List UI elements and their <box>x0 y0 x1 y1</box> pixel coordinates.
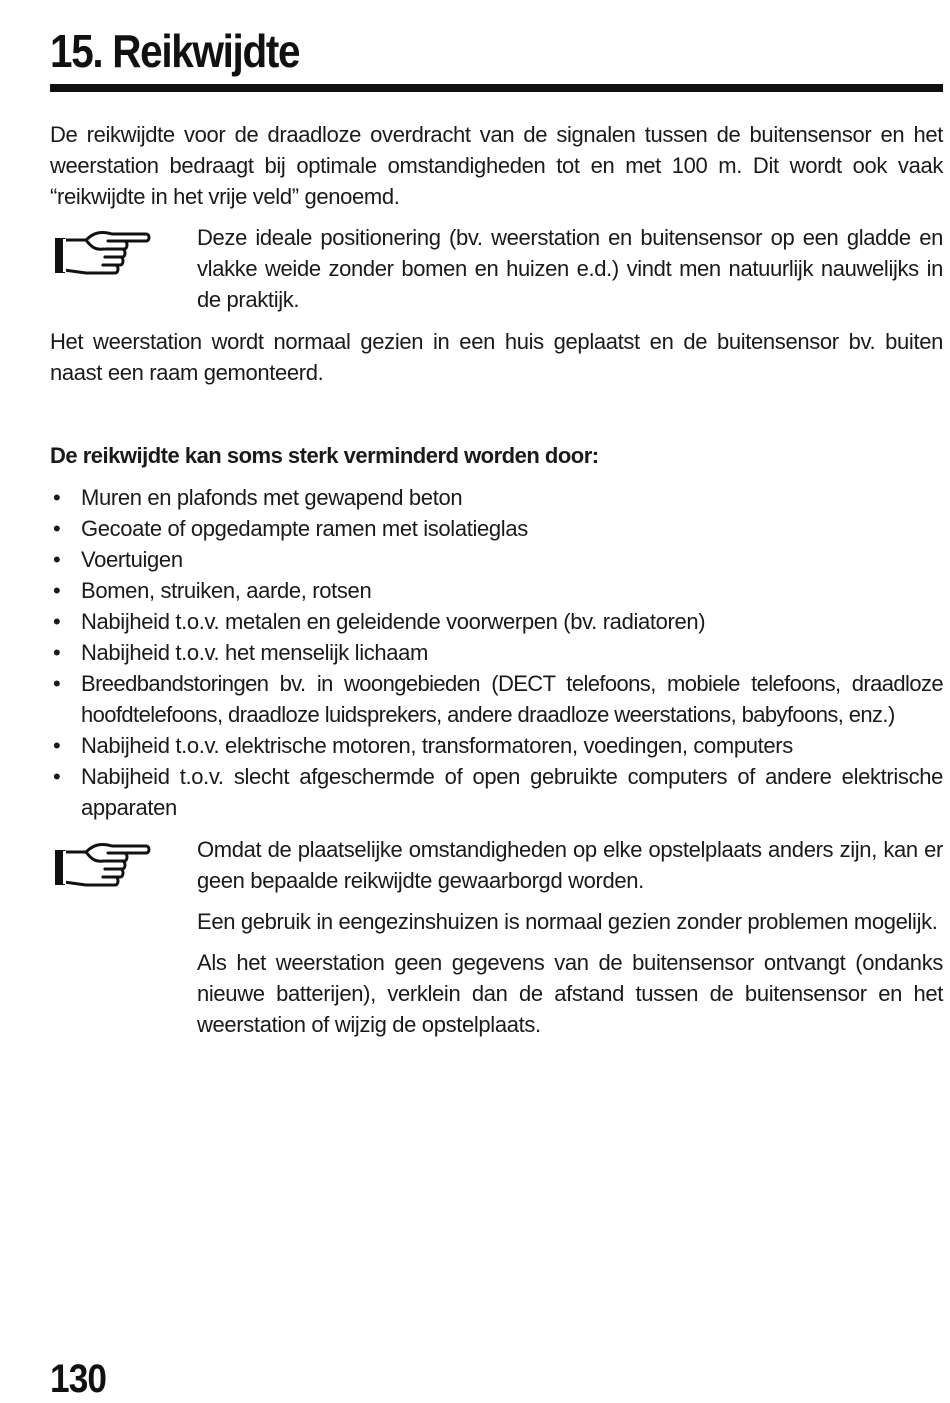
list-item <box>50 544 943 575</box>
page-content <box>50 119 943 1050</box>
page-title: 15. Reikwijdte <box>50 25 300 77</box>
list-item-text: Nabijheid t.o.v. elektrische motoren, transformatoren, voedingen, computers <box>81 733 793 758</box>
list-item-text: Breedbandstoringen bv. in woongebieden (DECT telefoons, mobiele telefoons, draadloze hoofdtelefoons, draadloze luidsprekers, andere draadloze weerstations, babyfoons, enz.) <box>81 671 943 727</box>
title-rule <box>50 84 943 92</box>
list-item <box>50 482 943 513</box>
list-item-text: Nabijheid t.o.v. metalen en geleidende voorwerpen (bv. radiatoren) <box>81 609 706 634</box>
pointing-hand-icon <box>50 840 152 890</box>
list-item-text: Nabijheid t.o.v. het menselijk lichaam <box>81 640 429 665</box>
bullet: • <box>53 733 61 758</box>
note-block <box>50 834 943 1040</box>
note-block <box>50 222 943 315</box>
list-item-text: Nabijheid t.o.v. slecht afgeschermde of open gebruikte computers of andere elektrische apparaten <box>81 764 943 820</box>
intro-paragraph: De reikwijdte voor de draadloze overdracht van de signalen tussen de buitensensor en het weerstation bedraagt bij optimale omstandigheden tot en met 100 m. Dit wordt ook vaak “reikwijdte in het vrije veld” genoemd. <box>50 122 943 209</box>
note-paragraph: Als het weerstation geen gegevens van de buitensensor ontvangt (ondanks nieuwe batterijen), verklein dan de afstand tussen de buitensensor en het weerstation of wijzig de opstelplaats. <box>197 950 943 1037</box>
list-item-text: Voertuigen <box>81 547 183 572</box>
placement-paragraph: Het weerstation wordt normaal gezien in een huis geplaatst en de buitensensor bv. buiten naast een raam gemonteerd. <box>50 329 943 385</box>
reduction-list <box>50 482 943 823</box>
bullet: • <box>53 609 61 634</box>
list-item <box>50 730 943 761</box>
list-item-text: Gecoate of opgedampte ramen met isolatieglas <box>81 516 528 541</box>
pointing-hand-icon <box>50 228 152 278</box>
note-text: Deze ideale positionering (bv. weerstation en buitensensor op een gladde en vlakke weide zonder bomen en huizen e.d.) vindt men natuurlijk nauwelijks in de praktijk. <box>197 225 943 312</box>
list-item <box>50 761 943 823</box>
list-item <box>50 575 943 606</box>
page-number: 130 <box>50 1357 107 1401</box>
bullet: • <box>53 640 61 665</box>
bullet: • <box>53 516 61 541</box>
bullet: • <box>53 547 61 572</box>
note-paragraph: Een gebruik in eengezinshuizen is normaal gezien zonder problemen mogelijk. <box>197 909 938 934</box>
note-paragraph: Omdat de plaatselijke omstandigheden op elke opstelplaats anders zijn, kan er geen bepaalde reikwijdte gewaarborgd worden. <box>197 837 943 893</box>
list-item <box>50 637 943 668</box>
bullet: • <box>53 578 61 603</box>
list-item-text: Bomen, struiken, aarde, rotsen <box>81 578 372 603</box>
list-item <box>50 606 943 637</box>
bullet: • <box>53 485 61 510</box>
section-heading: De reikwijdte kan soms sterk verminderd worden door: <box>50 443 599 468</box>
list-item <box>50 668 943 730</box>
list-item <box>50 513 943 544</box>
bullet: • <box>53 671 61 696</box>
bullet: • <box>53 764 61 789</box>
list-item-text: Muren en plafonds met gewapend beton <box>81 485 463 510</box>
